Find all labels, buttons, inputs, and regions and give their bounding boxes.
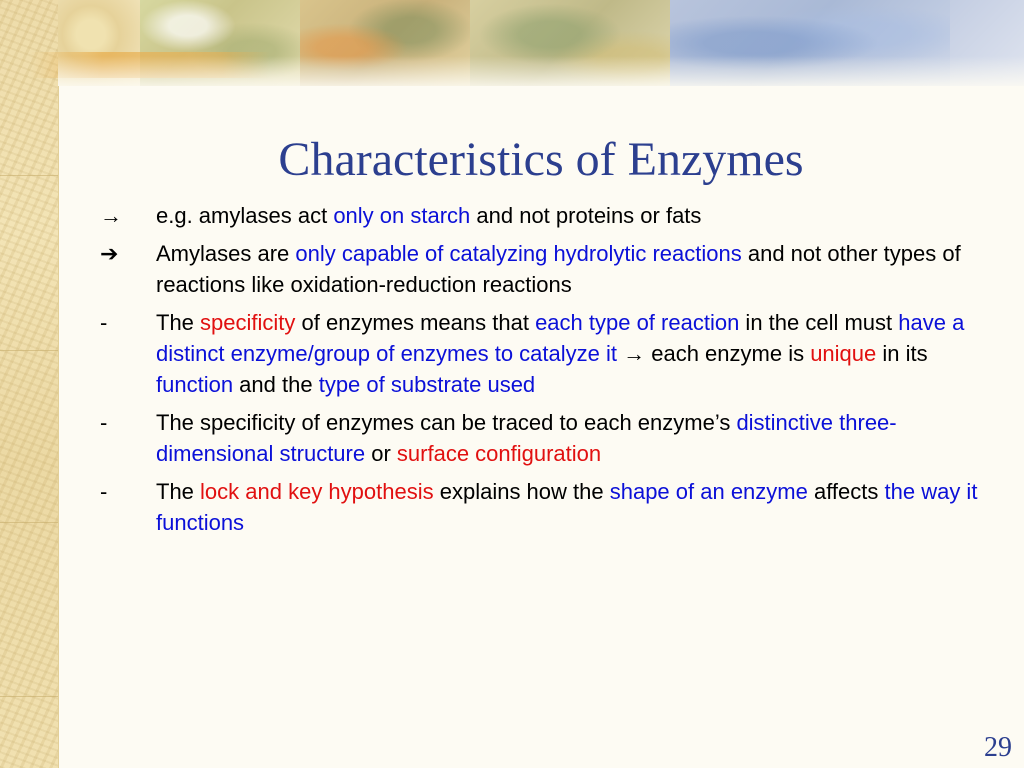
bullet-text: and not other types of reactions like oxidation-reduction reactions [156,241,961,297]
bullet-text: The [156,479,201,504]
bullet-text: affects [807,479,885,504]
bullet-highlight-blue: function [156,372,234,397]
top-decorative-banner [0,0,1024,86]
bullet-item [100,407,980,469]
bullet-highlight-blue: type of substrate used [318,372,536,397]
bullet-text: The [156,310,201,335]
bullet-text: and not proteins or fats [470,203,702,228]
bullet-item [100,200,980,231]
bullet-highlight-blue: shape of an enzyme [609,479,808,504]
strip-seam [0,175,58,176]
bullet-highlight-blue: each type of reaction [535,310,740,335]
bullet-highlight-red: unique [810,341,877,366]
arrow-icon: ➔ [100,241,119,266]
slide-title: Characteristics of Enzymes [278,133,804,186]
bullet-text: of enzymes means that [295,310,536,335]
bullet-text: → each enzyme is [617,341,811,366]
bullet-item [100,238,980,300]
strip-seam [0,696,58,697]
arrow-icon: → [100,203,122,228]
bullet-text: or [365,441,397,466]
bullet-item [100,307,980,400]
bullet-text: in the cell must [739,310,899,335]
bullet-highlight-red: surface configuration [396,441,602,466]
dash-marker: - [100,479,108,504]
bullet-item [100,476,980,538]
page-number: 29 [984,732,1012,763]
bullet-text: in its [876,341,928,366]
bullet-text: explains how the [433,479,610,504]
bullet-highlight-blue: the way it functions [156,479,978,535]
bullet-highlight-blue: only on starch [333,203,471,228]
bullet-highlight-red: lock and key hypothesis [200,479,434,504]
bullet-list [100,200,980,545]
banner-fade [58,56,1024,86]
bullet-highlight-blue: have a distinct enzyme/group of enzymes to catalyze it [156,310,965,366]
strip-seam [0,522,58,523]
strip-seam [0,350,58,351]
bullet-text: The specificity of enzymes can be traced to each enzyme’s [156,410,737,435]
bullet-text: e.g. amylases act [156,203,334,228]
bullet-highlight-red: specificity [200,310,296,335]
dash-marker: - [100,310,108,335]
left-decorative-strip [0,0,59,768]
bullet-text: and the [233,372,319,397]
bullet-text: Amylases are [156,241,296,266]
dash-marker: - [100,410,108,435]
bullet-highlight-blue: distinctive three-dimensional structure [156,410,897,466]
bullet-highlight-blue: only capable of catalyzing hydrolytic reactions [295,241,742,266]
